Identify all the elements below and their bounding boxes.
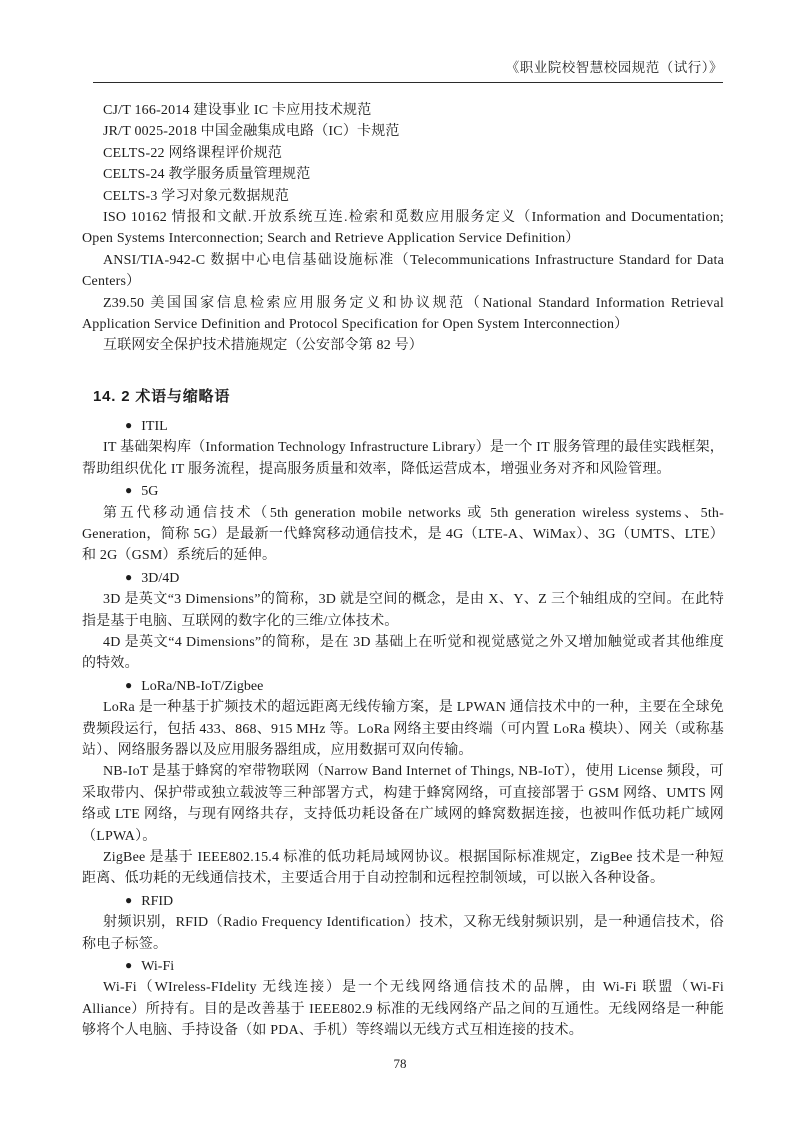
standard-line: Z39.50 美国国家信息检索应用服务定义和协议规范（National Standard Information Retrieval Application Service Definition and Protocol Specification for Open System Interconnection）: [82, 295, 724, 333]
document-body: [82, 100, 724, 1042]
standard-line: 互联网安全保护技术措施规定（公安部令第 82 号）: [103, 338, 423, 354]
page-footer: [0, 1056, 800, 1072]
term-label: LoRa/NB-IoT/Zigbee: [141, 678, 264, 694]
term-paragraph: 4D 是英文“4 Dimensions”的简称，是在 3D 基础上在听觉和视觉感觉之外又增加触觉或者其他维度的特效。: [82, 634, 724, 672]
standard-line: JR/T 0025-2018 中国金融集成电路（IC）卡规范: [103, 124, 400, 140]
standard-line: ISO 10162 情报和文献.开放系统互连.检索和觅数应用服务定义（Information and Documentation; Open Systems Interconnection; Search and Retrieve Application Service Definition）: [82, 210, 724, 247]
term-paragraph: 射频识别，RFID（Radio Frequency Identification）技术，又称无线射频识别，是一种通信技术，俗称电子标签。: [82, 915, 724, 952]
standard-line: CELTS-3 学习对象元数据规范: [103, 188, 290, 204]
term-paragraph: NB-IoT 是基于蜂窝的窄带物联网（Narrow Band Internet of Things, NB-IoT），使用 License 频段，可采取带内、保护带或独立载波等三种部署方式，构建于蜂窝网络，可直接部署于 GSM 网络、UMTS 网络或 LTE 网络，与现有网络共存，支持低功耗设备在广域网的蜂窝数据连接，也被叫作低功耗广域网（LPWA）。: [82, 764, 724, 844]
term-label: RFID: [141, 893, 174, 909]
standard-line: CJ/T 166-2014 建设事业 IC 卡应用技术规范: [103, 103, 372, 118]
standards-list: [82, 100, 724, 357]
term-paragraph: LoRa 是一种基于扩频技术的超远距离无线传输方案，是 LPWAN 通信技术中的一种，主要在全球免费频段运行，包括 433、868、915 MHz 等。LoRa 网络主要由终端（可内置 LoRa 模块）、网关（或称基站）、网络服务器以及应用服务器组成，应用数据可双向传输。: [82, 700, 724, 758]
term-bullet-line: [82, 675, 724, 697]
term-bullet-line: [82, 567, 724, 589]
bullet-icon: ●: [125, 483, 133, 498]
term-paragraph: Wi-Fi（WIreless-FIdelity 无线连接）是一个无线网络通信技术的品牌，由 Wi-Fi 联盟（Wi-Fi Alliance）所持有。目的是改善基于 IEEE802.9 标准的无线网络产品之间的互通性。无线网络是一种能够将个人电脑、手持设备（如 PDA、手机）等终端以无线方式互相连接的技术。: [82, 980, 724, 1039]
standard-line: CELTS-24 教学服务质量管理规范: [103, 167, 311, 183]
standard-line: ANSI/TIA-942-C 数据中心电信基础设施标准（Telecommunications Infrastructure Standard for Data Centers）: [82, 252, 724, 290]
bullet-icon: ●: [125, 677, 133, 692]
term-label: 3D/4D: [141, 570, 180, 586]
header-title: 《职业院校智慧校园规范（试行）》: [505, 60, 723, 75]
term-bullet-line: [82, 955, 724, 977]
term-label: Wi-Fi: [141, 959, 175, 975]
page-number: 78: [393, 1056, 407, 1071]
standard-line: CELTS-22 网络课程评价规范: [103, 145, 283, 161]
bullet-icon: ●: [125, 892, 133, 907]
term-paragraph: 3D 是英文“3 Dimensions”的简称，3D 就是空间的概念，是由 X、Y、Z 三个轴组成的空间。在此特指是基于电脑、互联网的数字化的三维/立体技术。: [82, 592, 724, 629]
bullet-icon: ●: [125, 417, 133, 432]
term-label: ITIL: [141, 418, 168, 434]
term-bullet-line: [82, 415, 724, 437]
bullet-icon: ●: [125, 958, 133, 973]
bullet-icon: ●: [125, 569, 133, 584]
section-heading: 14. 2 术语与缩略语: [93, 387, 231, 405]
term-bullet-line: [82, 890, 724, 912]
term-bullet-line: [82, 480, 724, 502]
page-header: [93, 56, 723, 83]
term-paragraph: IT 基础架构库（Information Technology Infrastructure Library）是一个 IT 服务管理的最佳实践框架，帮助组织优化 IT 服务流程，提高服务质量和效率，降低运营成本，增强业务对齐和风险管理。: [82, 440, 724, 477]
term-paragraph: 第五代移动通信技术（5th generation mobile networks 或 5th generation wireless systems、5th-Generation，简称 5G）是最新一代蜂窝移动通信技术，是 4G（LTE-A、WiMax）、3G（UMTS、LTE）和 2G（GSM）系统后的延伸。: [82, 505, 724, 564]
term-paragraph: ZigBee 是基于 IEEE802.15.4 标准的低功耗局域网协议。根据国际标准规定，ZigBee 技术是一种短距离、低功耗的无线通信技术，主要适合用于自动控制和远程控制领域，可以嵌入各种设备。: [82, 850, 724, 887]
terms-list: [82, 415, 724, 1042]
term-label: 5G: [141, 484, 159, 500]
